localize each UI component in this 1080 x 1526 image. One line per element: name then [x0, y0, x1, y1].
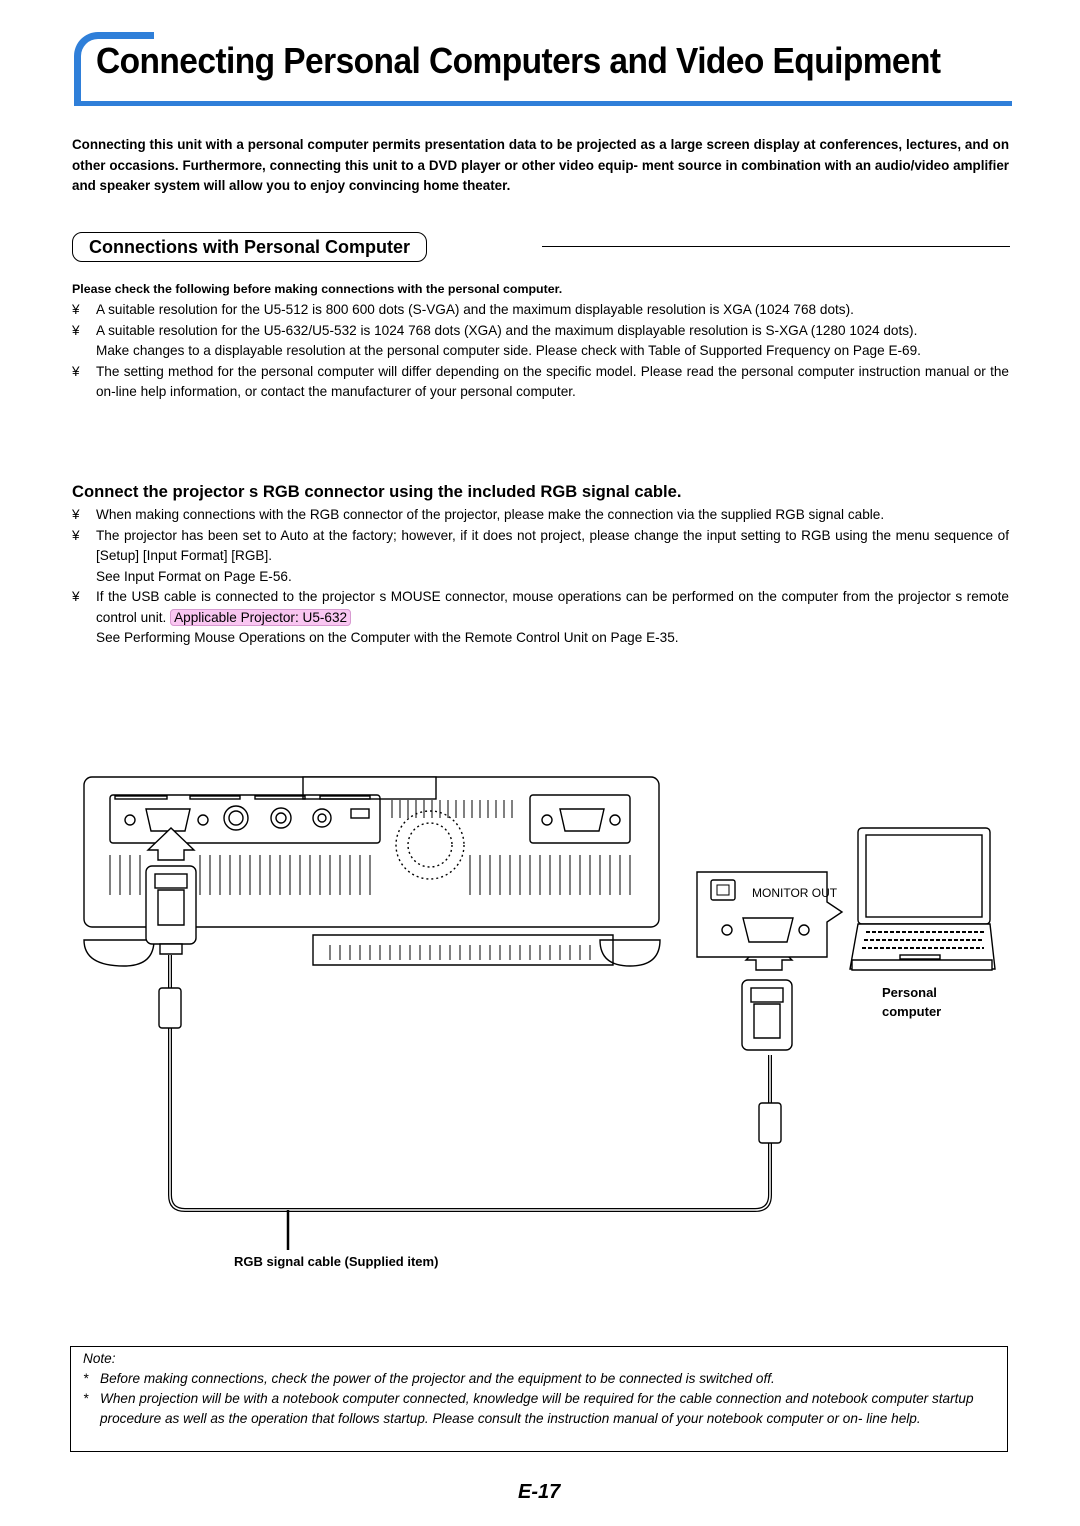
list-item-text: A suitable resolution for the U5-512 is 800 600 dots (S-VGA) and the maximum displayable resolution is XGA (1024 768 dots). [96, 302, 854, 317]
note-item-text: Before making connections, check the power of the projector and the equipment to be connected is switched off. [100, 1371, 775, 1386]
projector-cable-plug [146, 866, 196, 954]
ferrite-core-right [759, 1103, 781, 1143]
laptop [850, 828, 995, 970]
intro-paragraph: Connecting this unit with a personal computer permits presentation data to be projected as a large screen display at conferences, lectures, and on other occasions. Furthermore, connecting this unit to a DVD player or other video equip- ment source in combination with an audio/video amplifier and speaker system will allow you to enjoy convincing home theater. [72, 137, 1009, 193]
list-item-text: The setting method for the personal computer will differ depending on the specific model. Please read the personal computer instruction manual or the on-line help information, or contact the manufacturer of your personal computer. [96, 363, 1009, 399]
title-underline [74, 101, 1012, 106]
list-item-text: The projector has been set to Auto at the factory; however, if it does not project, please change the input setting to RGB using the menu sequence of [Setup] [Input Format] [RGB]. [96, 527, 1009, 563]
list-item [72, 587, 1009, 628]
rgb-subheading: Connect the projector s RGB connector using the included RGB signal cable. [72, 482, 682, 501]
bullet-marker: ¥ [72, 507, 80, 522]
title-banner [74, 32, 1012, 106]
bullet-marker: ¥ [72, 322, 80, 338]
bullet-marker: ¥ [72, 363, 80, 379]
list-item [72, 321, 1009, 342]
bullet-marker: ¥ [72, 527, 80, 543]
rgb-cable [170, 955, 770, 1210]
note-item-text: When projection will be with a notebook computer connected, knowledge will be required for the cable connection and notebook computer startup procedure as well as the operation that follows startup. Please consult the instruction manual of your notebook computer or on- line help. [100, 1391, 974, 1426]
note-box [70, 1346, 1008, 1452]
ferrite-core-left [159, 988, 181, 1028]
section-heading-rule [542, 246, 1010, 247]
cable-label: RGB signal cable (Supplied item) [234, 1254, 439, 1269]
monitor-out-label: MONITOR OUT [752, 886, 838, 900]
rgb-list [72, 505, 1009, 649]
note-title: Note: [83, 1351, 116, 1366]
bullet-marker: ¥ [72, 302, 80, 317]
page-number: E-17 [518, 1481, 561, 1503]
connection-diagram [0, 760, 1080, 1280]
page-title: Connecting Personal Computers and Video Equipment [96, 40, 941, 81]
note-marker: * [83, 1391, 89, 1406]
pc-label-line1: Personal [882, 985, 937, 1000]
computer-cable-plug [742, 980, 792, 1050]
list-item-text: If the USB cable is connected to the projector s MOUSE connector, mouse operations can be performed on the computer from the projector s remote control unit. [96, 589, 1009, 625]
list-item [72, 505, 1009, 526]
check-list [72, 300, 1009, 403]
list-item-continuation: See Performing Mouse Operations on the Computer with the Remote Control Unit on Page E-35. [96, 630, 679, 645]
note-item [83, 1389, 995, 1429]
note-item [83, 1369, 995, 1389]
check-heading: Please check the following before making connections with the personal computer. [72, 282, 563, 296]
list-item-text: A suitable resolution for the U5-632/U5-532 is 1024 768 dots (XGA) and the maximum displayable resolution is S-XGA (1280 1024 dots). [96, 322, 918, 338]
applicable-projector-badge: Applicable Projector: U5-632 [170, 609, 351, 626]
list-item [72, 526, 1009, 567]
list-item [72, 300, 1009, 321]
bullet-marker: ¥ [72, 589, 80, 604]
list-item-continuation: Make changes to a displayable resolution at the personal computer side. Please check with Table of Supported Frequency on Page E-69. [96, 343, 921, 358]
section-heading-label: Connections with Personal Computer [72, 232, 427, 262]
list-item-continuation: See Input Format on Page E-56. [96, 568, 292, 584]
pc-label-line2: computer [882, 1004, 942, 1019]
section-heading [72, 232, 1010, 262]
monitor-out-callout [697, 872, 842, 957]
list-item-text: When making connections with the RGB connector of the projector, please make the connection via the supplied RGB signal cable. [96, 507, 885, 522]
note-marker: * [83, 1371, 89, 1386]
list-item [72, 362, 1009, 403]
